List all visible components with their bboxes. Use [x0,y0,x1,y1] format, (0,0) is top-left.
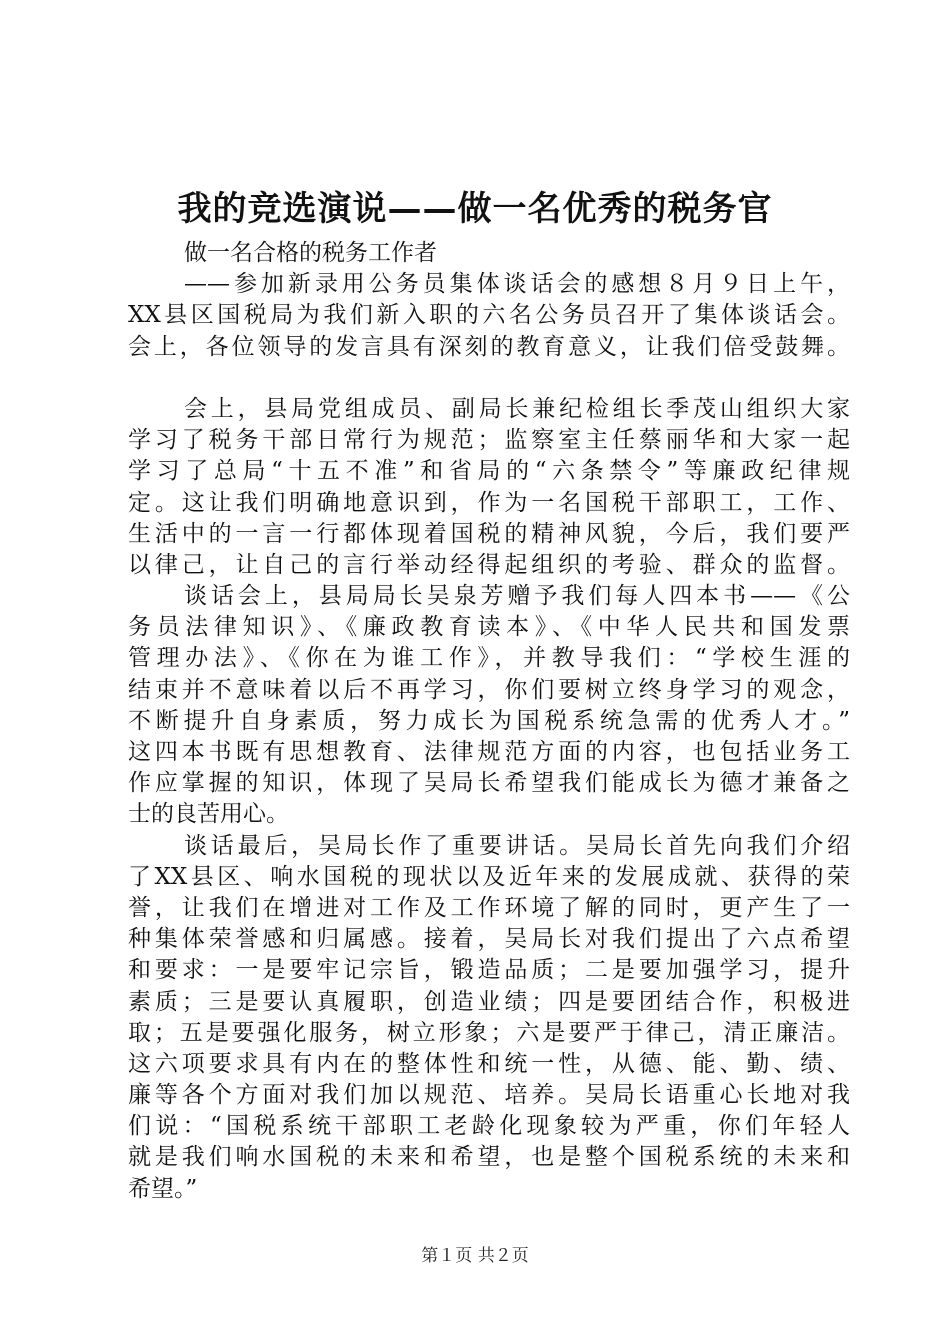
document-title: 我的竞选演说——做一名优秀的税务官 [177,189,773,229]
text-line: 们说：“国税系统干部职工老龄化现象较为严重，你们年轻人 [128,1113,850,1140]
text-line: 就是我们响水国税的未来和希望，也是整个国税系统的未来和 [128,1144,850,1171]
text-line: 作应掌握的知识，体现了吴局长希望我们能成长为德才兼备之 [128,770,850,797]
text-line: 了XX县区、响水国税的现状以及近年来的发展成就、获得的荣 [128,863,850,890]
text-line: 会上，县局党组成员、副局长兼纪检组长季茂山组织大家 [184,395,850,422]
text-line: 取；五是要强化服务，树立形象；六是要严于律己，清正廉洁。 [128,1019,850,1046]
page-footer: 第１页 共２页 [421,1246,529,1266]
text-line: 种集体荣誉感和归属感。接着，吴局长对我们提出了六点希望 [128,926,850,953]
text-line: 不断提升自身素质，努力成长为国税系统急需的优秀人才。” [128,707,850,734]
document-body [128,238,850,1205]
text-line: 谈话最后，吴局长作了重要讲话。吴局长首先向我们介绍 [184,832,850,859]
text-line: 这六项要求具有内在的整体性和统一性，从德、能、勤、绩、 [128,1050,850,1077]
text-line: 希望。” [128,1175,198,1202]
text-line: 素质；三是要认真履职，创造业绩；四是要团结合作，积极进 [128,988,850,1015]
text-line: 学习了税务干部日常行为规范；监察室主任蔡丽华和大家一起 [128,427,850,454]
text-line: 结束并不意味着以后不再学习，你们要树立终身学习的观念， [128,676,850,703]
text-line: XX县区国税局为我们新入职的六名公务员召开了集体谈话会。 [128,302,850,329]
text-line: 谈话会上，县局局长吴泉芳赠予我们每人四本书——《公 [184,583,850,610]
text-line: 定。这让我们明确地意识到，作为一名国税干部职工，工作、 [128,489,850,516]
text-line: ——参加新录用公务员集体谈话会的感想８月９日上午， [184,271,850,298]
paragraph-gap [128,363,850,394]
text-line: 管理办法》、《你在为谁工作》，并教导我们：“学校生涯的 [128,645,850,672]
text-line: 以律己，让自己的言行举动经得起组织的考验、群众的监督。 [128,551,850,578]
text-line: 学习了总局“十五不准”和省局的“六条禁令”等廉政纪律规 [128,458,850,485]
text-line: 廉等各个方面对我们加以规范、培养。吴局长语重心长地对我 [128,1082,850,1109]
text-line: 务员法律知识》、《廉政教育读本》、《中华人民共和国发票 [128,614,850,641]
text-line: 做一名合格的税务工作者 [184,240,437,266]
text-line: 生活中的一言一行都体现着国税的精神风貌，今后，我们要严 [128,520,850,547]
text-line: 会上，各位领导的发言具有深刻的教育意义，让我们倍受鼓舞。 [128,333,850,360]
text-line: 誉，让我们在增进对工作及工作环境了解的同时，更产生了一 [128,894,850,921]
text-line: 这四本书既有思想教育、法律规范方面的内容，也包括业务工 [128,739,850,765]
text-line: 士的良苦用心。 [128,801,289,828]
text-line: 和要求：一是要牢记宗旨，锻造品质；二是要加强学习，提升 [128,957,850,984]
